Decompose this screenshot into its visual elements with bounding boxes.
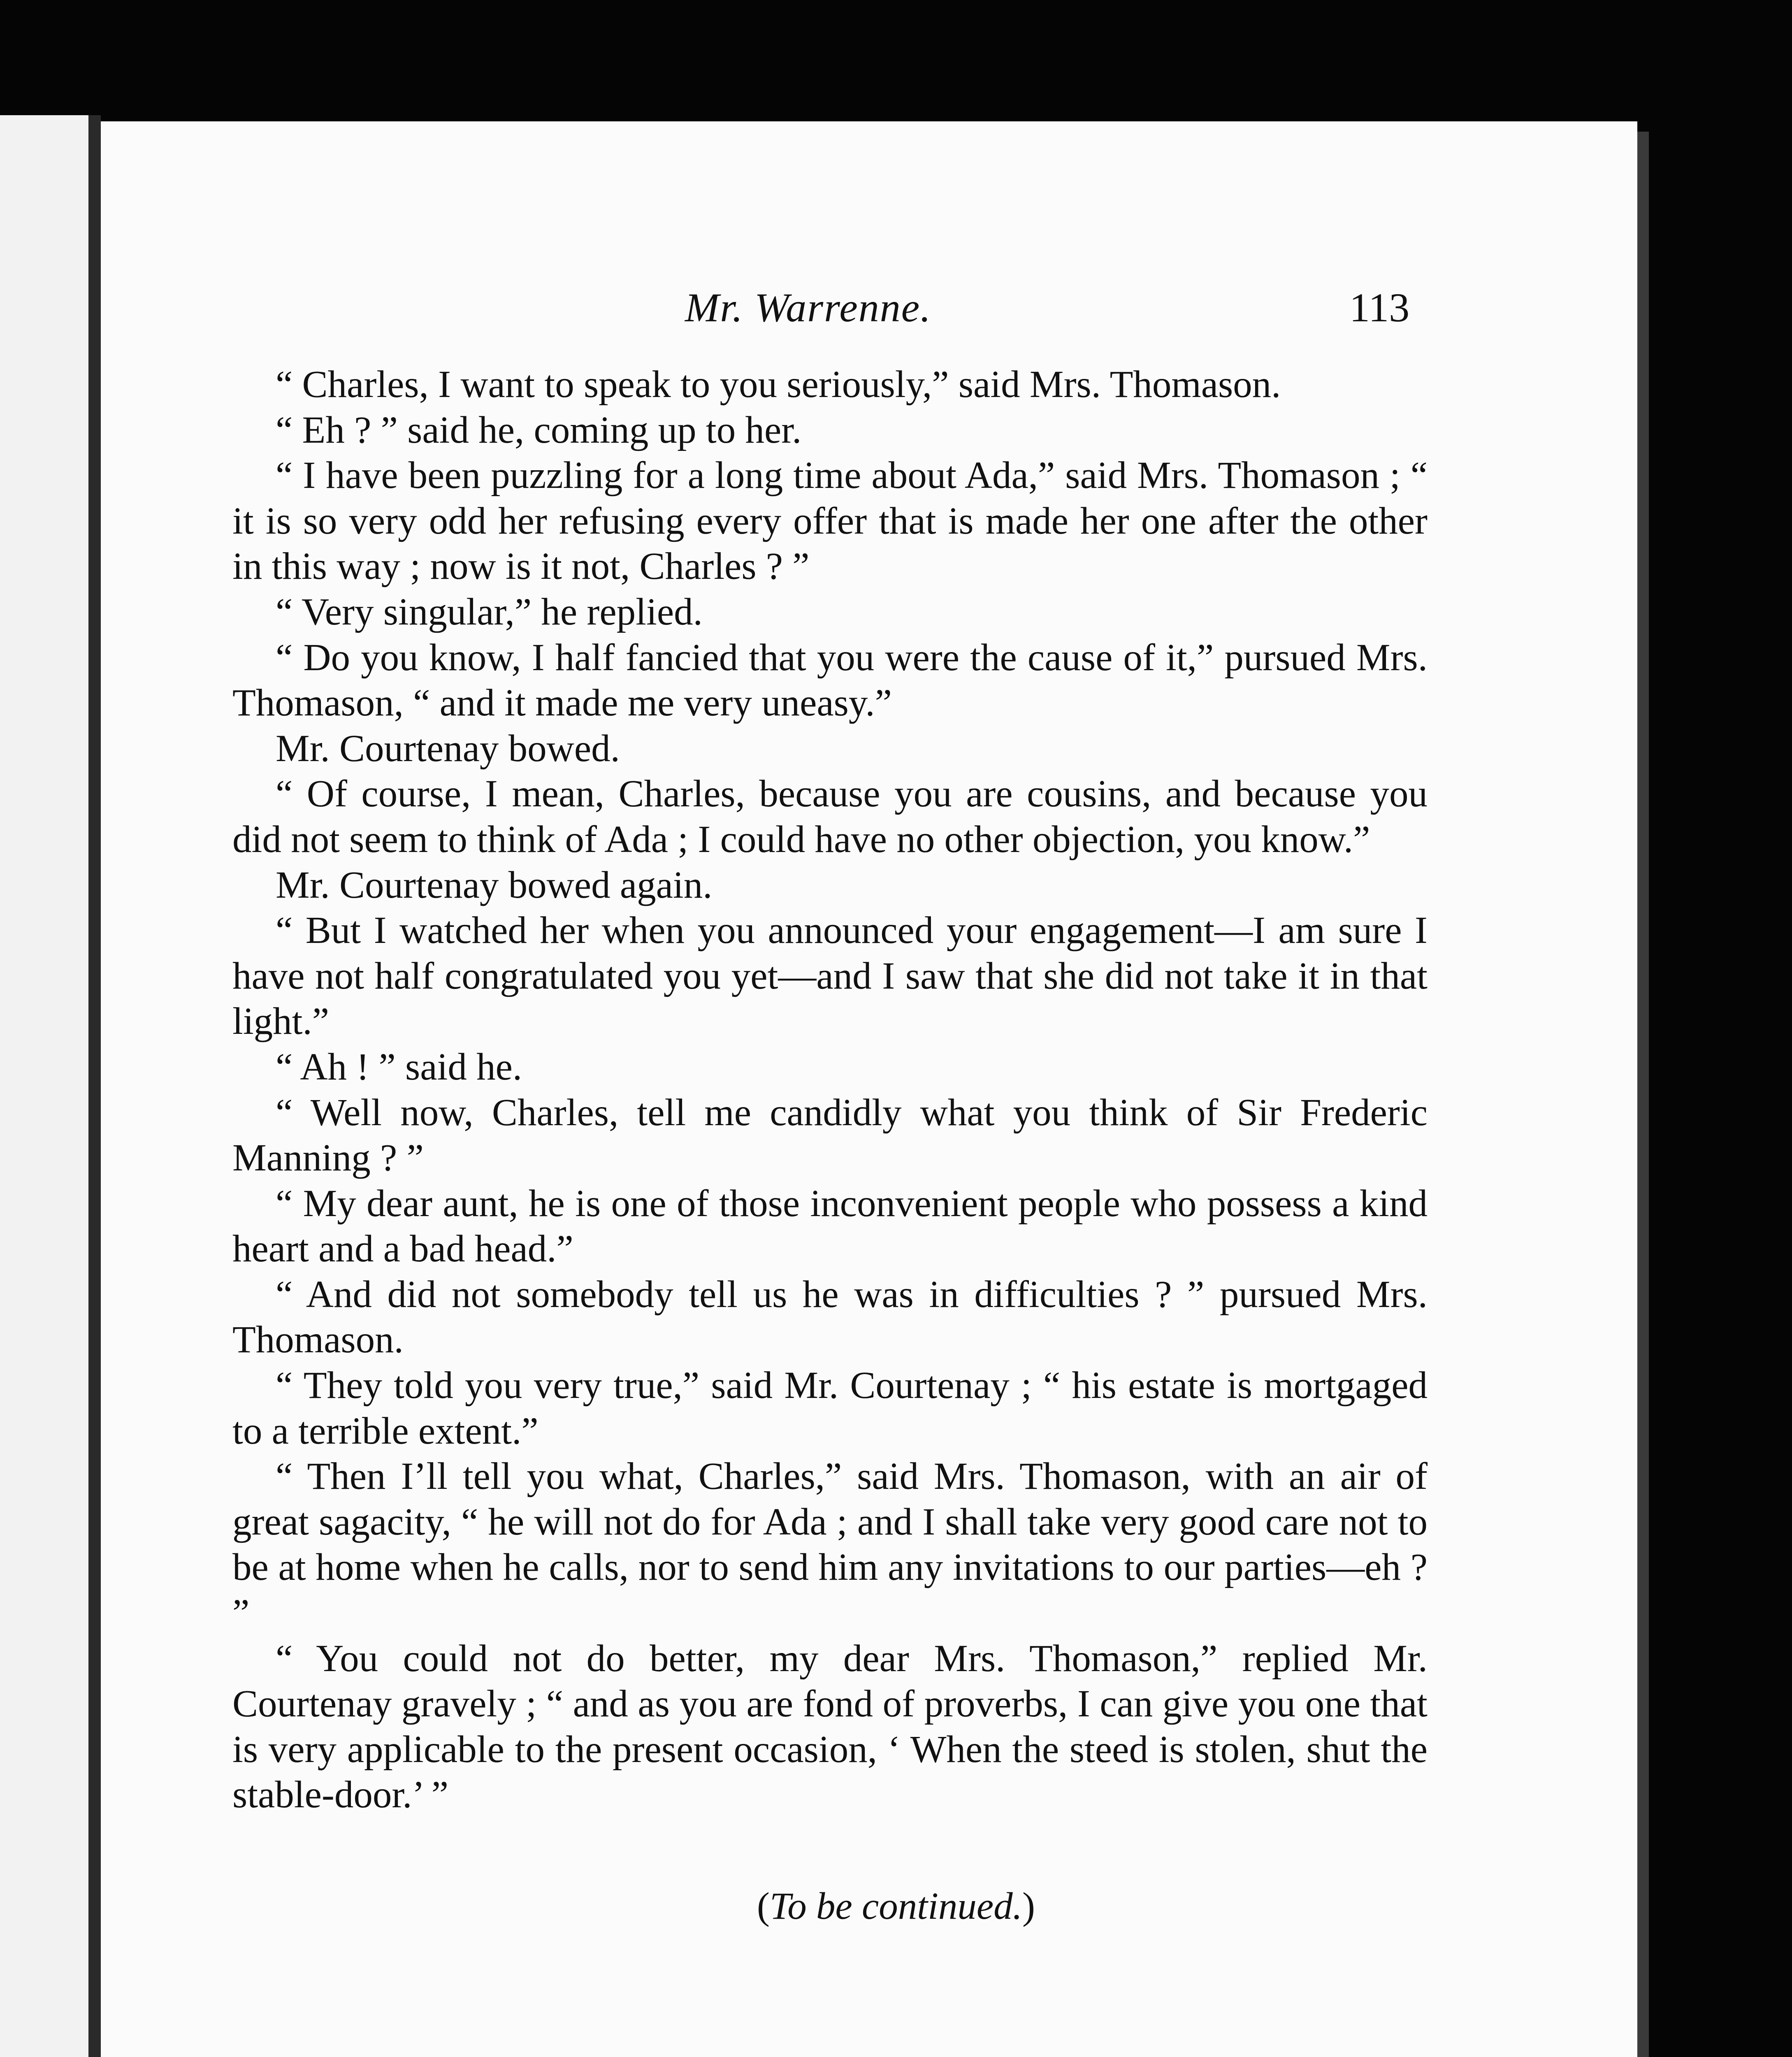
to-be-continued [0, 1884, 1792, 1928]
facing-page-edge [0, 115, 101, 2057]
page-shadow-edge [1637, 132, 1649, 2057]
paragraph: “ Very singular,” he replied. [276, 590, 703, 633]
continued-close-paren: ) [1022, 1885, 1035, 1927]
continued-text: To be continued. [770, 1885, 1022, 1927]
page-number: 113 [1349, 285, 1410, 330]
paragraph: “ Well now, Charles, tell me candidly what you think of Sir Frederic Manning ? ” [232, 1091, 1428, 1179]
paragraph: “ Ah ! ” said he. [276, 1045, 522, 1088]
paragraph: “ Charles, I want to speak to you seriously,” said Mrs. Thomason. [276, 363, 1281, 406]
paragraph: Mr. Courtenay bowed again. [276, 864, 713, 906]
paragraph: “ Then I’ll tell you what, Charles,” said Mrs. Thomason, with an air of great sagacity, “ he will not do for Ada ; and I shall take very good care not to be at home when he calls, nor to send him any invitations to our parties—eh ? ” [232, 1455, 1428, 1634]
running-head: Mr. Warrenne. [685, 285, 932, 330]
paragraph: “ But I watched her when you announced your engagement—I am sure I have not half congratulated you yet—and I saw that she did not take it in that light.” [232, 909, 1428, 1043]
paragraph: “ Eh ? ” said he, coming up to her. [276, 409, 802, 451]
body-text [232, 362, 1428, 1818]
paragraph: “ They told you very true,” said Mr. Courtenay ; “ his estate is mortgaged to a terrible extent.” [232, 1364, 1428, 1452]
paragraph: Mr. Courtenay bowed. [276, 727, 620, 770]
continued-open-paren: ( [757, 1885, 770, 1927]
paragraph: “ And did not somebody tell us he was in difficulties ? ” pursued Mrs. Thomason. [232, 1273, 1428, 1361]
paragraph: “ You could not do better, my dear Mrs. Thomason,” replied Mr. Courtenay gravely ; “ and as you are fond of proverbs, I can give you one that is very applicable to the present occasion, ‘ When the steed is stolen, shut the stable-door.’ ” [232, 1637, 1428, 1816]
paragraph: “ Of course, I mean, Charles, because you are cousins, and because you did not seem to think of Ada ; I could have no other objection, you know.” [232, 773, 1428, 861]
paragraph: “ My dear aunt, he is one of those inconvenient people who possess a kind heart and a bad head.” [232, 1182, 1428, 1270]
paragraph: “ Do you know, I half fancied that you were the cause of it,” pursued Mrs. Thomason, “ and it made me very uneasy.” [232, 636, 1428, 724]
paragraph: “ I have been puzzling for a long time about Ada,” said Mrs. Thomason ; “ it is so very odd her refusing every offer that is made her one after the other in this way ; now is it not, Charles ? ” [232, 454, 1428, 588]
